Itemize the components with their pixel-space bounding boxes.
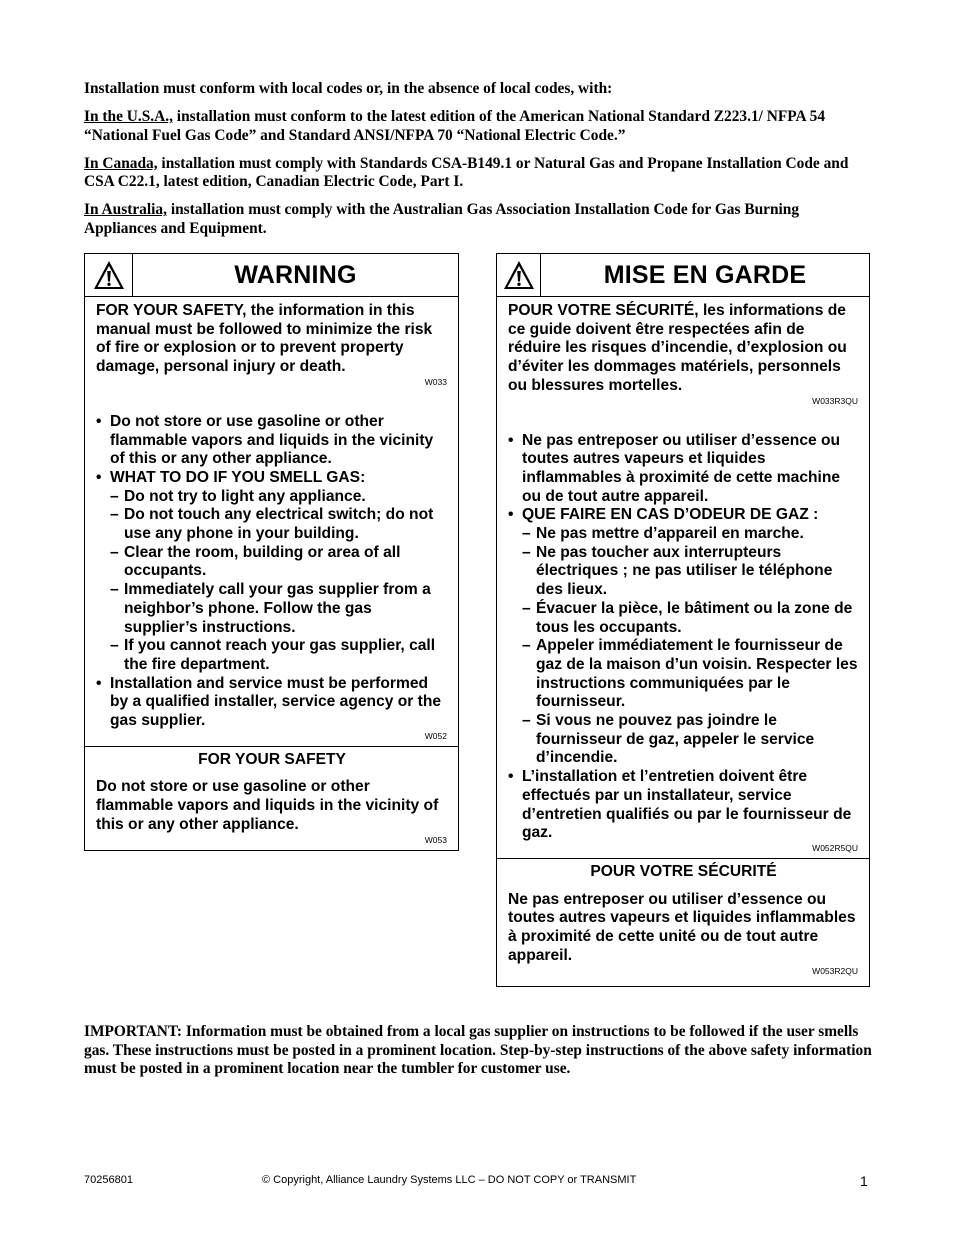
canada-label: In Canada, — [84, 154, 158, 172]
safety-heading: POUR VOTRE SÉCURITÉ — [590, 862, 777, 880]
safety-intro — [85, 297, 458, 408]
gas-instructions — [497, 427, 869, 858]
list-item-heading: QUE FAIRE EN CAS D’ODEUR DE GAZ : — [522, 506, 819, 524]
gas-instructions — [85, 408, 458, 746]
code-label: W053R2QU — [812, 965, 858, 976]
copyright: © Copyright, Alliance Laundry Systems LLC – DO NOT COPY or TRANSMIT — [262, 1174, 637, 1186]
safety-heading: FOR YOUR SAFETY — [198, 750, 346, 768]
list-item: – Clear the room, building or area of all occupants. — [110, 544, 448, 581]
safety-text: POUR VOTRE SÉCURITÉ, les informations de ce guide doivent être respectées afin de réduire les risques d’incendie, d’explosion ou d’éviter les dommages matériels, personnels ou blessures mortelles. — [508, 302, 847, 394]
code-label: W033 — [424, 376, 447, 387]
warning-title: MISE EN GARDE — [603, 261, 807, 289]
list-item: • Installation and service must be performed by a qualified installer, service agency or the gas supplier. — [96, 675, 448, 731]
australia-text: installation must comply with the Australian Gas Association Installation Code for Gas Burning Appliances and Equipment. — [84, 201, 800, 238]
list-item: – If you cannot reach your gas supplier, call the fire department. — [110, 637, 448, 674]
code-label: W033R3QU — [812, 395, 858, 406]
bullet-list — [96, 413, 448, 731]
list-item — [508, 506, 859, 768]
warning-triangle-icon — [85, 254, 133, 296]
list-item: – Ne pas toucher aux interrupteurs électriques ; ne pas utiliser le téléphone des lieux. — [522, 544, 859, 600]
warning-triangle-icon — [497, 254, 541, 296]
code-label: W052R5QU — [812, 842, 858, 853]
dash-list — [110, 488, 448, 675]
list-item: • Ne pas entreposer ou utiliser d’essence ou toutes autres vapeurs et liquides inflammables à proximité de cette machine ou de tout autre appareil. — [508, 432, 859, 507]
page-number: 1 — [860, 1173, 868, 1189]
australia-label: In Australia, — [84, 201, 167, 219]
list-item: • Do not store or use gasoline or other flammable vapors and liquids in the vicinity of this or any other appliance. — [96, 413, 448, 469]
list-item: – Évacuer la pièce, le bâtiment ou la zone de tous les occupants. — [522, 600, 859, 637]
usa-paragraph — [84, 108, 874, 145]
usa-text: installation must conform to the latest edition of the American National Standard Z223.1/ NFPA 54 “National Fuel Gas Code” and Standard ANSI/NFPA 70 “National Electric Code.” — [84, 108, 826, 144]
usa-label: In the U.S.A., — [84, 108, 173, 126]
safety-note: Ne pas entreposer ou utiliser d’essence ou toutes autres vapeurs et liquides inflammables à proximité de cette unité ou de tout autre appareil. — [508, 890, 856, 964]
dash-list — [522, 525, 859, 768]
list-item: – Si vous ne pouvez pas joindre le fournisseur de gaz, appeler le service d’incendie. — [522, 712, 859, 768]
australia-paragraph — [84, 201, 874, 238]
safety-note-section — [497, 859, 869, 977]
safety-intro — [497, 297, 869, 427]
warning-box-fr — [496, 253, 870, 987]
part-number: 70256801 — [84, 1174, 133, 1186]
list-item: • L’installation et l’entretien doivent être effectués par un installateur, service d’entretien qualifiés ou par le fournisseur de gaz. — [508, 768, 859, 843]
list-item: – Immediately call your gas supplier from a neighbor’s phone. Follow the gas supplier’s instructions. — [110, 581, 448, 637]
list-item — [96, 469, 448, 675]
canada-text: installation must comply with Standards CSA-B149.1 or Natural Gas and Propane Installation Code and CSA C22.1, latest edition, Canadian Electric Code, Part I. — [84, 154, 849, 191]
safety-note: Do not store or use gasoline or other flammable vapors and liquids in the vicinity of this or any other appliance. — [96, 778, 439, 833]
warning-box-en — [84, 253, 459, 851]
bullet-list — [508, 432, 859, 843]
list-item-heading: WHAT TO DO IF YOU SMELL GAS: — [110, 468, 366, 486]
code-label: W052 — [424, 730, 447, 741]
safety-text: FOR YOUR SAFETY, the information in this manual must be followed to minimize the risk of fire or explosion or to prevent property damage, personal injury or death. — [96, 302, 433, 376]
safety-note-section — [85, 747, 458, 846]
canada-paragraph — [84, 155, 874, 192]
intro-line: Installation must conform with local codes or, in the absence of local codes, with: — [84, 80, 613, 97]
list-item: – Do not touch any electrical switch; do not use any phone in your building. — [110, 506, 448, 543]
warning-title: WARNING — [234, 261, 357, 289]
intro-section — [84, 80, 874, 248]
list-item: – Ne pas mettre d’appareil en marche. — [522, 525, 859, 544]
warning-header — [85, 254, 458, 297]
list-item: – Do not try to light any appliance. — [110, 488, 448, 507]
warning-header — [497, 254, 869, 297]
list-item: – Appeler immédiatement le fournisseur de gaz de la maison d’un voisin. Respecter les instructions communiquées par le fournisseur. — [522, 637, 859, 712]
code-label: W053 — [424, 834, 447, 845]
important-note: IMPORTANT: Information must be obtained from a local gas supplier on instructions to be followed if the user smells gas. These instructions must be posted in a prominent location. Step-by-step instructions of the above safety information must be posted in a prominent location near the tumbler for customer use. — [84, 1023, 872, 1078]
